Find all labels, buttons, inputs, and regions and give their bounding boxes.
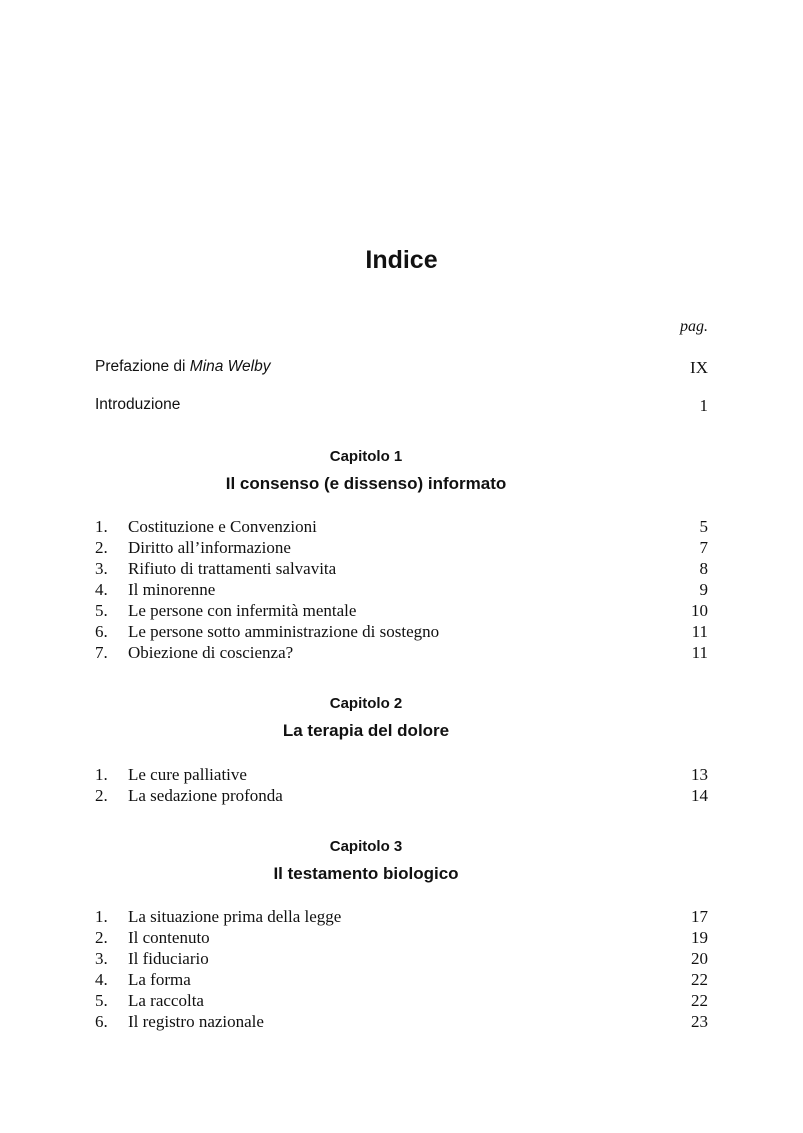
section-page: 5 — [699, 517, 708, 536]
toc-section-entry[interactable] — [95, 764, 708, 785]
section-number: 1. — [95, 907, 108, 926]
page-column-label: pag. — [680, 318, 708, 335]
chapter-label: Capitolo 2 — [329, 695, 403, 712]
section-number: 3. — [95, 559, 108, 578]
toc-section-entry[interactable] — [95, 642, 708, 663]
section-number: 4. — [95, 970, 108, 989]
toc-section-entry[interactable] — [95, 906, 708, 927]
section-title: Il contenuto — [128, 928, 210, 947]
toc-section-entry[interactable] — [95, 558, 708, 579]
section-title: Obiezione di coscienza? — [128, 643, 294, 662]
section-title: Il minorenne — [128, 580, 216, 599]
chapter-label: Capitolo 3 — [329, 838, 403, 855]
chapter-title: La terapia del dolore — [282, 721, 450, 740]
section-page: 7 — [699, 538, 708, 557]
section-number: 6. — [95, 622, 108, 641]
section-number: 4. — [95, 580, 108, 599]
section-page: 19 — [691, 928, 708, 947]
section-page: 13 — [691, 765, 708, 784]
section-title: La forma — [128, 970, 191, 989]
section-title: Il fiduciario — [128, 949, 209, 968]
section-title: Costituzione e Convenzioni — [128, 517, 317, 536]
section-title: La sedazione profonda — [128, 786, 283, 805]
section-number: 7. — [95, 643, 108, 662]
section-number: 6. — [95, 1012, 108, 1031]
preface-author: Mina Welby — [189, 358, 271, 375]
chapter-title: Il consenso (e dissenso) informato — [225, 474, 507, 493]
section-number: 1. — [95, 517, 108, 536]
section-page: 11 — [691, 622, 708, 641]
section-number: 2. — [95, 786, 108, 805]
section-page: 22 — [691, 991, 708, 1010]
section-number: 2. — [95, 538, 108, 557]
toc-section-entry[interactable] — [95, 537, 708, 558]
section-page: 9 — [699, 580, 708, 599]
section-page: 23 — [691, 1012, 708, 1031]
chapter-label: Capitolo 1 — [329, 448, 403, 465]
section-title: Rifiuto di trattamenti salvavita — [128, 559, 337, 578]
section-page: 10 — [691, 601, 708, 620]
section-page: 11 — [691, 643, 708, 662]
section-page: 8 — [699, 559, 708, 578]
section-title: Il registro nazionale — [128, 1012, 264, 1031]
toc-section-entry[interactable] — [95, 785, 708, 806]
toc-section-entry[interactable] — [95, 579, 708, 600]
toc-section-entry[interactable] — [95, 1011, 708, 1032]
toc-entry-page: IX — [690, 358, 708, 377]
section-number: 2. — [95, 928, 108, 947]
section-number: 5. — [95, 991, 108, 1010]
section-title: Le persone con infermità mentale — [128, 601, 357, 620]
section-page: 17 — [691, 907, 708, 926]
toc-entry-preface[interactable] — [95, 358, 708, 380]
toc-section-entry[interactable] — [95, 927, 708, 948]
section-title: La situazione prima della legge — [128, 907, 342, 926]
toc-section-entry[interactable] — [95, 948, 708, 969]
section-number: 3. — [95, 949, 108, 968]
section-title: Le persone sotto amministrazione di sostegno — [128, 622, 440, 641]
toc-entry-page: 1 — [699, 396, 708, 415]
section-page: 14 — [691, 786, 708, 805]
toc-section-entry[interactable] — [95, 969, 708, 990]
toc-entry-title: Prefazione di Mina Welby — [95, 358, 271, 375]
toc-section-entry[interactable] — [95, 600, 708, 621]
section-number: 5. — [95, 601, 108, 620]
toc-section-entry[interactable] — [95, 621, 708, 642]
section-title: La raccolta — [128, 991, 204, 1010]
toc-section-entry[interactable] — [95, 516, 708, 537]
section-page: 22 — [691, 970, 708, 989]
page-title: Indice — [365, 246, 438, 274]
section-number: 1. — [95, 765, 108, 784]
section-title: Diritto all’informazione — [128, 538, 291, 557]
chapter-title: Il testamento biologico — [273, 864, 459, 883]
toc-entry-introduction[interactable] — [95, 396, 708, 418]
section-title: Le cure palliative — [128, 765, 247, 784]
section-page: 20 — [691, 949, 708, 968]
toc-section-entry[interactable] — [95, 990, 708, 1011]
toc-entry-title: Introduzione — [95, 396, 181, 413]
